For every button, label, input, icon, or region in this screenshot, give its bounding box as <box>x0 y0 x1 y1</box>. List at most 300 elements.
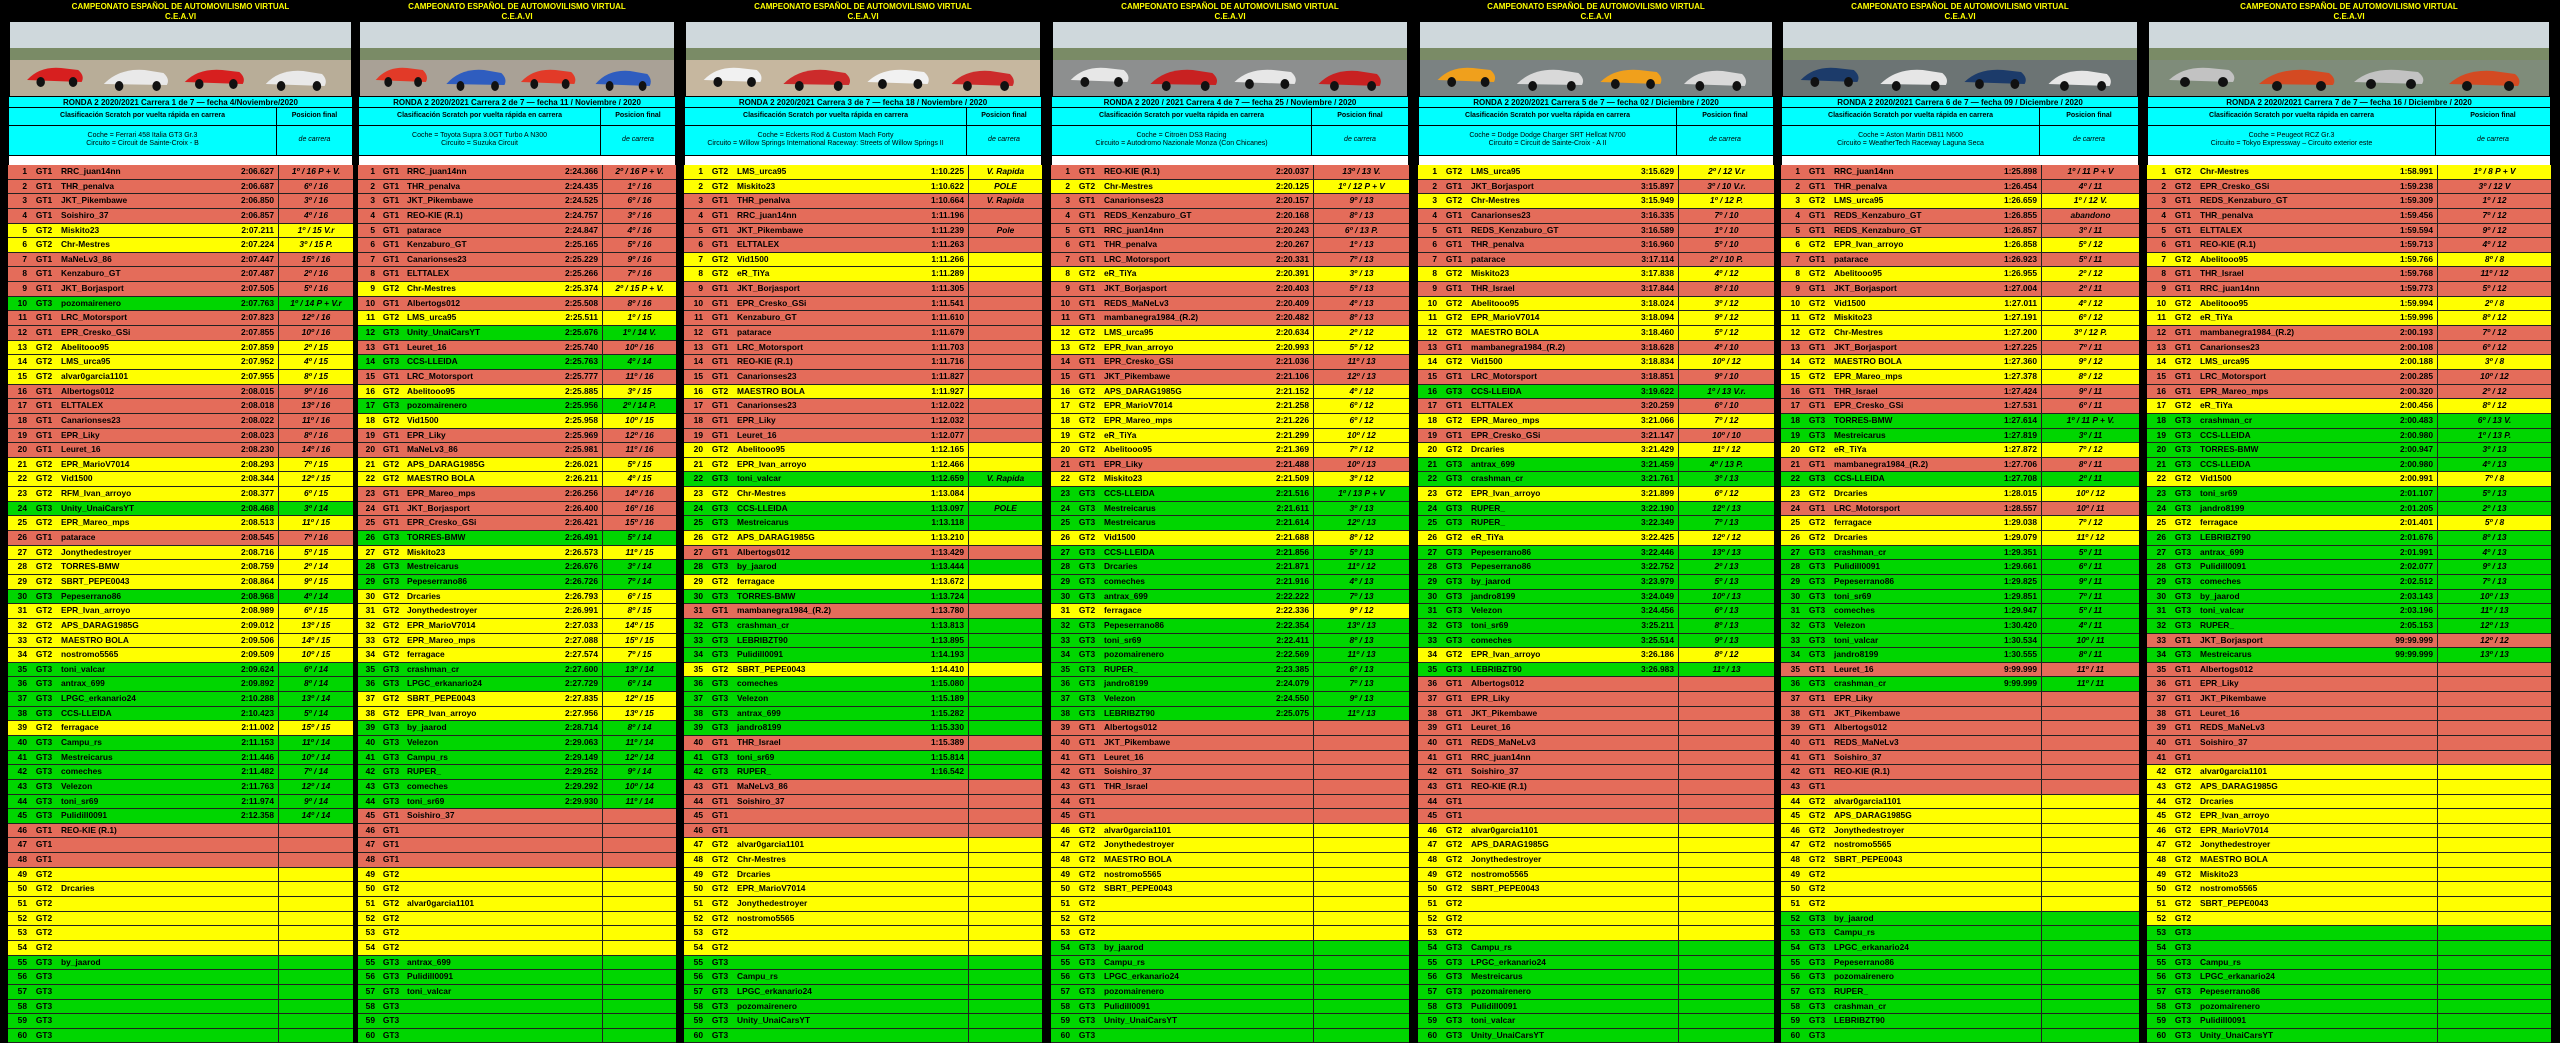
table-row <box>2147 780 2551 795</box>
table-row <box>1418 604 1774 619</box>
result-cell: 8º / 15 <box>602 604 676 618</box>
driver-cell: pozomairenero <box>1104 985 1165 996</box>
driver-cell: Mestreicarus <box>1104 502 1156 513</box>
laptime-cell: 1:12.659 <box>930 473 964 484</box>
result-cell <box>2437 663 2551 677</box>
laptime-cell: 2:01.676 <box>2399 532 2433 543</box>
result-cell: 13º / 15 <box>278 619 353 633</box>
class-cell: GT2 <box>35 619 53 630</box>
class-cell: GT1 <box>1445 209 1463 220</box>
class-cell: GT3 <box>2174 502 2192 513</box>
result-cell <box>1678 956 1774 970</box>
result-cell: 15º / 16 <box>602 516 676 530</box>
class-cell: GT2 <box>35 546 53 557</box>
laptime-cell <box>182 912 278 926</box>
table-row <box>2147 590 2551 605</box>
result-cell <box>2041 838 2139 852</box>
table-row <box>1781 560 2139 575</box>
position-cell: 60 <box>365 1029 375 1040</box>
position-cell: 20 <box>693 444 703 455</box>
driver-cell: REDS_Kenzaburo_GT <box>1471 224 1559 235</box>
class-cell: GT2 <box>1808 239 1826 250</box>
driver-cell <box>58 897 182 911</box>
position-cell: 8 <box>1065 268 1070 279</box>
position-cell: 50 <box>1427 883 1437 894</box>
driver-cell: REO-KIE (R.1) <box>1471 780 1527 791</box>
standings-table <box>358 165 676 1043</box>
table-row <box>358 912 676 927</box>
class-cell: GT2 <box>1808 297 1826 308</box>
driver-cell: patarace <box>1834 253 1869 264</box>
result-cell <box>1313 795 1409 809</box>
driver-cell: LPGC_erkanario24 <box>2200 971 2275 982</box>
table-row <box>2147 868 2551 883</box>
laptime-cell: 1:15.389 <box>930 736 964 747</box>
class-cell: GT3 <box>382 722 400 733</box>
laptime-cell: 1:29.825 <box>2003 575 2037 586</box>
laptime-cell: 2:20.157 <box>1275 195 1309 206</box>
championship-acronym: C.E.A.VI <box>164 12 197 21</box>
result-cell: 13º / 16 <box>278 399 353 413</box>
laptime-cell: 1:14.193 <box>930 649 964 660</box>
table-row <box>1051 956 1409 971</box>
driver-cell: EPR_MarioV7014 <box>61 458 130 469</box>
class-cell: GT3 <box>1808 927 1826 938</box>
laptime-cell <box>1592 692 1678 706</box>
position-cell: 24 <box>1790 502 1800 513</box>
result-cell <box>602 882 676 896</box>
laptime-cell <box>1592 970 1678 984</box>
driver-cell: CCS-LLEIDA <box>1104 546 1155 557</box>
result-cell <box>968 341 1042 355</box>
driver-cell: alvar0garcia1101 <box>2200 766 2268 777</box>
position-cell: 36 <box>1790 678 1800 689</box>
position-cell: 58 <box>1060 1000 1070 1011</box>
result-cell <box>968 560 1042 574</box>
result-cell <box>968 897 1042 911</box>
championship-name: CAMPEONATO ESPAÑOL DE AUTOMOVILISMO VIRTUAL <box>754 2 972 11</box>
circuit-label: Circuito = Suzuka Circuit <box>441 140 518 147</box>
position-cell: 43 <box>1427 780 1437 791</box>
driver-cell: JKT_Borjasport <box>1471 180 1534 191</box>
driver-cell: EPR_Cresko_GSi <box>2200 180 2270 191</box>
position-cell: 29 <box>1790 575 1800 586</box>
laptime-cell: 3:20.259 <box>1640 400 1674 411</box>
laptime-cell <box>516 1029 602 1043</box>
position-cell: 44 <box>1427 795 1437 806</box>
class-cell: GT2 <box>382 283 400 294</box>
classification-header <box>1418 108 1774 126</box>
laptime-cell: 2:21.106 <box>1275 370 1309 381</box>
car-label: Coche = Ferrari 458 Italia GT3 Gr.3 <box>87 132 198 139</box>
result-cell: 1º / 13 V.r. <box>1678 385 1774 399</box>
driver-cell: LEBRIBZT90 <box>737 634 788 645</box>
class-cell: GT1 <box>35 414 53 425</box>
car-label: Coche = Aston Martin DB11 N600 <box>1858 132 1963 139</box>
laptime-cell: 1:12.165 <box>930 444 964 455</box>
position-cell: 4 <box>2161 209 2166 220</box>
table-row <box>2147 721 2551 736</box>
driver-cell: Mestreicarus <box>61 751 113 762</box>
class-cell: GT1 <box>1808 502 1826 513</box>
table-row <box>358 780 676 795</box>
position-cell: 22 <box>1060 473 1070 484</box>
class-cell: GT3 <box>382 678 400 689</box>
table-row <box>684 443 1042 458</box>
result-cell: 9º / 12 <box>2437 224 2551 238</box>
class-cell: GT3 <box>1078 1000 1096 1011</box>
table-row <box>8 780 353 795</box>
laptime-cell: 2:09.506 <box>240 634 274 645</box>
table-row <box>8 311 353 326</box>
table-row <box>1418 926 1774 941</box>
laptime-cell: 2:29.252 <box>564 766 598 777</box>
table-row <box>358 267 676 282</box>
driver-cell: JKT_Pikembawe <box>1471 707 1538 718</box>
result-cell <box>968 780 1042 794</box>
table-row <box>684 882 1042 897</box>
laptime-cell <box>884 941 968 955</box>
laptime-cell: 2:00.991 <box>2399 473 2433 484</box>
class-cell: GT3 <box>2174 941 2192 952</box>
laptime-cell: 2:07.859 <box>240 341 274 352</box>
result-cell: 9º / 11 <box>2041 575 2139 589</box>
driver-cell: THR_penalva <box>1104 239 1158 250</box>
class-cell: GT2 <box>35 488 53 499</box>
class-cell: GT2 <box>382 458 400 469</box>
position-cell: 20 <box>1060 444 1070 455</box>
class-cell: GT3 <box>2174 561 2192 572</box>
driver-cell: REDS_MaNeLv3 <box>1104 297 1169 308</box>
driver-cell: MAESTRO BOLA <box>737 385 805 396</box>
driver-cell: Chr-Mestres <box>1471 195 1520 206</box>
race-info <box>1051 126 1409 156</box>
result-cell: 10º / 12 <box>1678 355 1774 369</box>
result-cell: 10º / 15 <box>602 414 676 428</box>
driver-cell: THR_Israel <box>2200 268 2244 279</box>
laptime-cell: 2:05.153 <box>2399 619 2433 630</box>
table-row <box>8 1000 353 1015</box>
scratch-label: Clasificación Scratch por vuelta rápida en carrera <box>1052 108 1312 125</box>
result-cell: 4º / 12 <box>2437 238 2551 252</box>
table-row <box>2147 472 2551 487</box>
class-cell: GT1 <box>711 736 729 747</box>
laptime-cell: 2:02.512 <box>2399 575 2433 586</box>
position-cell: 45 <box>2156 810 2166 821</box>
position-cell: 55 <box>2156 956 2166 967</box>
driver-cell: LRC_Motorsport <box>407 370 474 381</box>
position-cell: 1 <box>1065 166 1070 176</box>
class-cell: GT2 <box>711 854 729 865</box>
table-row <box>1781 619 2139 634</box>
table-row <box>358 370 676 385</box>
class-cell: GT1 <box>382 253 400 264</box>
position-cell: 22 <box>1427 473 1437 484</box>
driver-cell: nostromo5565 <box>61 649 119 660</box>
table-row <box>1051 267 1409 282</box>
driver-cell: ferragace <box>1104 605 1142 616</box>
result-cell <box>968 385 1042 399</box>
class-cell: GT1 <box>1445 751 1463 762</box>
championship-name: CAMPEONATO ESPAÑOL DE AUTOMOVILISMO VIRTUAL <box>2240 2 2458 11</box>
class-cell: GT2 <box>711 868 729 879</box>
position-cell: 30 <box>1427 590 1437 601</box>
result-cell <box>968 926 1042 940</box>
final-position-label: Posicion final <box>2066 112 2112 119</box>
result-cell: 7º / 13 <box>1313 253 1409 267</box>
class-cell: GT3 <box>2174 956 2192 967</box>
laptime-cell: 1:59.713 <box>2399 239 2433 250</box>
laptime-cell: 2:25.740 <box>564 341 598 352</box>
result-cell: 7º / 16 <box>602 267 676 281</box>
car-label: Coche = Toyota Supra 3.0GT Turbo A N300 <box>412 132 547 139</box>
class-cell: GT1 <box>1445 283 1463 294</box>
driver-cell: Soishiro_37 <box>407 810 455 821</box>
result-cell <box>968 751 1042 765</box>
laptime-cell <box>2347 1014 2437 1028</box>
result-cell: 7º / 13 <box>1313 590 1409 604</box>
laptime-cell: 2:00.980 <box>2399 458 2433 469</box>
laptime-cell: 1:13.429 <box>930 546 964 557</box>
result-cell <box>968 267 1042 281</box>
laptime-cell: 2:25.885 <box>564 385 598 396</box>
result-cell: 2º / 13 <box>2437 502 2551 516</box>
class-cell: GT3 <box>382 766 400 777</box>
race-photo <box>2149 22 2549 96</box>
position-cell: 15 <box>1427 370 1437 381</box>
result-cell <box>2041 853 2139 867</box>
driver-cell: eR_TiYa <box>1834 444 1867 455</box>
class-cell: GT3 <box>1808 1015 1826 1026</box>
table-row <box>358 677 676 692</box>
result-cell: 5º / 13 <box>1313 282 1409 296</box>
laptime-cell: 1:26.923 <box>2003 253 2037 264</box>
laptime-cell <box>182 1000 278 1014</box>
driver-cell: LMS_urca95 <box>1834 195 1884 206</box>
result-cell: 12º / 13 <box>1678 502 1774 516</box>
class-cell: GT3 <box>2174 546 2192 557</box>
class-cell: GT3 <box>1078 575 1096 586</box>
result-cell <box>968 648 1042 662</box>
table-row <box>1051 399 1409 414</box>
result-cell: 7º / 12 <box>2437 326 2551 340</box>
class-cell: GT1 <box>2174 693 2192 704</box>
laptime-cell <box>1225 1000 1313 1014</box>
position-cell: 34 <box>1427 649 1437 660</box>
laptime-cell: 1:59.456 <box>2399 209 2433 220</box>
position-cell: 51 <box>1790 898 1800 909</box>
table-row <box>8 838 353 853</box>
result-cell <box>968 677 1042 691</box>
position-cell: 13 <box>17 341 27 352</box>
class-cell: GT2 <box>2174 166 2192 176</box>
class-cell: GT3 <box>1445 502 1463 513</box>
table-row <box>1781 663 2139 678</box>
laptime-cell: 2:21.488 <box>1275 458 1309 469</box>
table-row <box>8 897 353 912</box>
position-cell: 22 <box>2156 473 2166 484</box>
position-cell: 60 <box>1790 1029 1800 1040</box>
scratch-label: Clasificación Scratch por vuelta rápida en carrera <box>685 108 967 125</box>
driver-cell: pozomairenero <box>1834 971 1895 982</box>
class-cell: GT1 <box>1445 736 1463 747</box>
position-cell: 9 <box>1065 283 1070 294</box>
driver-cell: toni_sr69 <box>1471 619 1509 630</box>
circuit-label: Circuito = Tokyo Expressway – Circuito exterior este <box>2210 140 2373 147</box>
position-cell: 27 <box>17 546 27 557</box>
result-cell: 11º / 12 <box>2437 267 2551 281</box>
class-cell: GT2 <box>2174 180 2192 191</box>
driver-cell: Chr-Mestres <box>2200 166 2249 176</box>
result-cell: 10º / 11 <box>2041 502 2139 516</box>
position-cell: 57 <box>365 985 375 996</box>
laptime-cell <box>884 926 968 940</box>
class-cell: GT1 <box>35 253 53 264</box>
table-row <box>2147 414 2551 429</box>
table-row <box>8 516 353 531</box>
position-cell: 1 <box>2161 166 2166 176</box>
position-cell: 51 <box>2156 898 2166 909</box>
class-cell: GT1 <box>711 780 729 791</box>
result-cell: 13º / 14 <box>278 692 353 706</box>
class-cell: GT1 <box>382 810 400 821</box>
table-row <box>1418 736 1774 751</box>
result-cell <box>968 355 1042 369</box>
result-cell: 5º / 14 <box>602 531 676 545</box>
laptime-cell: 1:27.614 <box>2003 414 2037 425</box>
driver-cell: EPR_Mareo_mps <box>407 634 476 645</box>
position-cell: 43 <box>365 780 375 791</box>
laptime-cell: 2:08.015 <box>240 385 274 396</box>
driver-cell: antrax_699 <box>737 707 781 718</box>
table-row <box>358 458 676 473</box>
position-cell: 4 <box>1795 209 1800 220</box>
table-row <box>358 692 676 707</box>
table-row <box>358 355 676 370</box>
laptime-cell: 1:27.011 <box>2004 297 2037 308</box>
table-row <box>684 604 1042 619</box>
driver-cell: LRC_Motorsport <box>1104 253 1171 264</box>
class-cell: GT1 <box>711 429 729 440</box>
result-cell <box>968 311 1042 325</box>
driver-cell: SBRT_PEPE0043 <box>407 693 476 704</box>
laptime-cell: 1:29.079 <box>2003 532 2037 543</box>
driver-cell: TORRES-BMW <box>61 561 120 572</box>
position-cell: 19 <box>693 429 703 440</box>
table-row <box>684 897 1042 912</box>
driver-cell: toni_valcar <box>61 663 106 674</box>
position-cell: 56 <box>1427 971 1437 982</box>
class-cell: GT3 <box>1445 1029 1463 1040</box>
class-cell: GT2 <box>35 224 53 235</box>
driver-cell: LRC_Motorsport <box>1471 370 1538 381</box>
laptime-cell: 1:27.706 <box>2003 458 2037 469</box>
table-row <box>684 795 1042 810</box>
position-cell: 40 <box>17 736 27 747</box>
driver-cell: THR_penalva <box>1471 239 1525 250</box>
driver-cell: comeches <box>737 678 778 689</box>
class-cell: GT1 <box>382 502 400 513</box>
driver-cell: patarace <box>737 327 772 338</box>
table-row <box>2147 692 2551 707</box>
laptime-cell <box>1592 838 1678 852</box>
driver-cell: Miskito23 <box>61 224 100 235</box>
driver-cell: SBRT_PEPE0043 <box>61 575 130 586</box>
laptime-cell: 2:07.447 <box>240 253 274 264</box>
position-cell: 2 <box>22 180 27 191</box>
car-circuit-info <box>1052 126 1312 155</box>
laptime-cell: 2:28.714 <box>564 722 598 733</box>
table-row <box>8 326 353 341</box>
driver-cell: Unity_UnaiCarsYT <box>407 327 481 338</box>
result-cell: 10º / 14 <box>278 751 353 765</box>
class-cell: GT3 <box>382 795 400 806</box>
class-cell: GT3 <box>1078 956 1096 967</box>
result-cell <box>278 1014 353 1028</box>
driver-cell: pozomairenero <box>1104 649 1165 660</box>
result-cell <box>1313 1029 1409 1043</box>
table-row <box>1418 692 1774 707</box>
position-cell: 27 <box>365 546 375 557</box>
position-cell: 6 <box>1065 239 1070 250</box>
driver-cell: Canarionses23 <box>737 400 797 411</box>
laptime-cell: 2:21.299 <box>1275 429 1309 440</box>
result-cell <box>968 516 1042 530</box>
table-row <box>8 429 353 444</box>
position-cell: 22 <box>693 473 703 484</box>
laptime-cell <box>1225 912 1313 926</box>
result-cell <box>968 707 1042 721</box>
table-row <box>1051 721 1409 736</box>
laptime-cell <box>1225 838 1313 852</box>
class-cell: GT1 <box>2174 195 2192 206</box>
car-circuit-info <box>1782 126 2040 155</box>
class-cell: GT3 <box>1078 663 1096 674</box>
position-cell: 35 <box>693 663 703 674</box>
table-row <box>2147 326 2551 341</box>
table-row <box>358 194 676 209</box>
result-cell: 8º / 12 <box>2437 399 2551 413</box>
class-cell: GT3 <box>1445 385 1463 396</box>
result-cell <box>968 399 1042 413</box>
result-cell: 10º / 16 <box>602 341 676 355</box>
table-row <box>1051 941 1409 956</box>
class-cell: GT1 <box>711 370 729 381</box>
position-cell: 38 <box>2156 707 2166 718</box>
result-cell <box>278 912 353 926</box>
table-row <box>1781 956 2139 971</box>
laptime-cell <box>516 912 602 926</box>
driver-cell: Jonythedestroyer <box>1471 854 1542 865</box>
table-row <box>684 590 1042 605</box>
table-row <box>1781 912 2139 927</box>
table-row <box>358 209 676 224</box>
laptime-cell <box>516 1014 602 1028</box>
result-cell <box>1678 941 1774 955</box>
class-cell: GT3 <box>1808 546 1826 557</box>
race-info <box>684 126 1042 156</box>
driver-cell: REDS_MaNeLv3 <box>2200 722 2265 733</box>
result-cell: 13º / 15 <box>602 707 676 721</box>
class-cell: GT3 <box>711 619 729 630</box>
position-cell: 57 <box>1060 985 1070 996</box>
driver-cell: LRC_Motorsport <box>2200 370 2267 381</box>
driver-cell: THR_penalva <box>1834 180 1888 191</box>
position-cell: 25 <box>1790 517 1800 528</box>
scratch-label: Clasificación Scratch por vuelta rápida en carrera <box>2148 108 2436 125</box>
result-cell: 7º / 14 <box>278 765 353 779</box>
class-cell: GT3 <box>1078 502 1096 513</box>
